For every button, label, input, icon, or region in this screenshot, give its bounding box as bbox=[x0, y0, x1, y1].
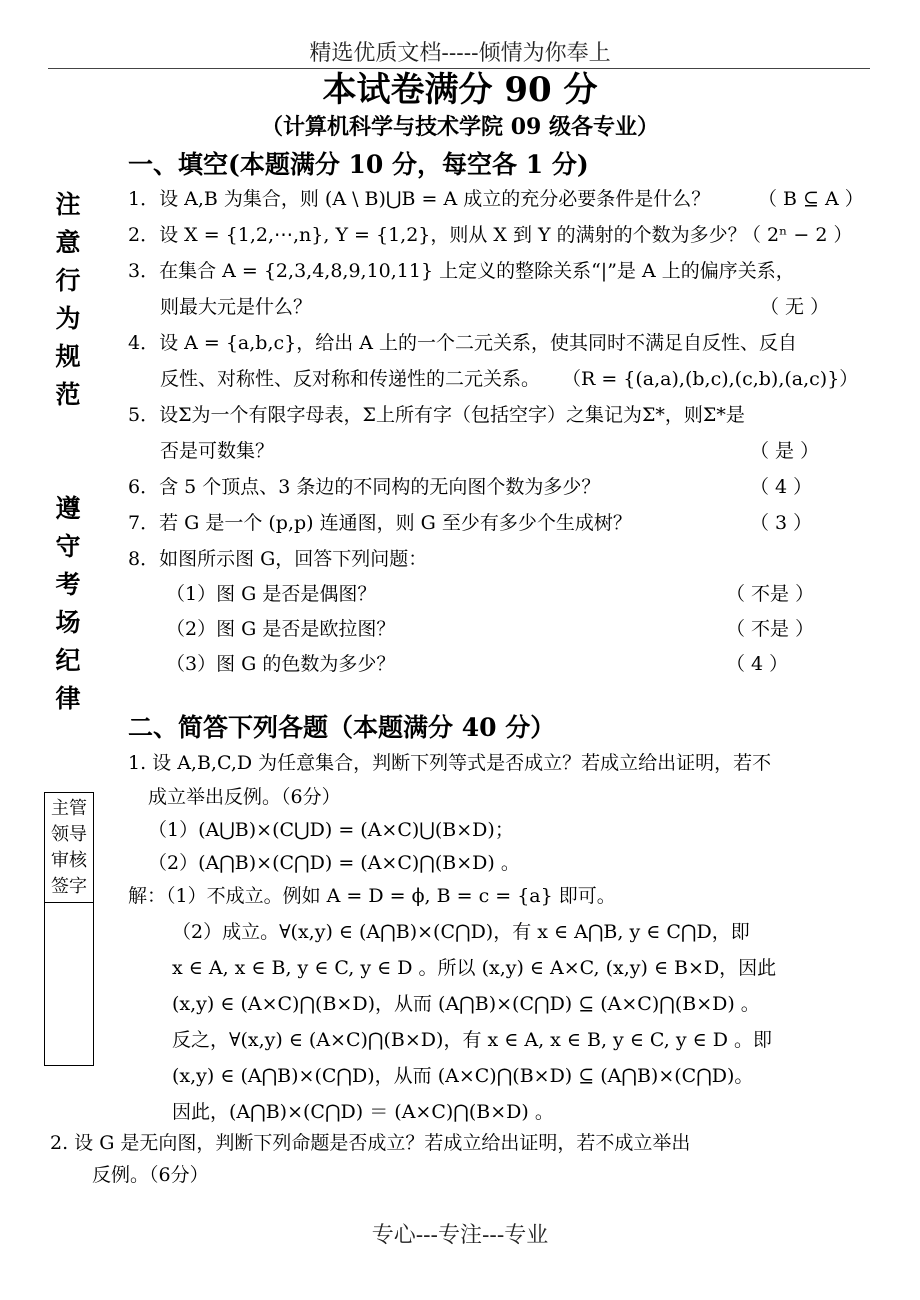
q8-1-answer: （ 不是 ） bbox=[726, 583, 815, 605]
q1-text: 1．设 A,B 为集合，则 (A \ B)⋃B = A 成立的充分必要条件是什么？ bbox=[128, 188, 711, 210]
page-footer: 专心---专注---专业 bbox=[371, 1223, 549, 1248]
solution-part2-line1: （2）成立。∀(x,y) ∈ (A⋂B)×(C⋂D)，有 x ∈ A⋂B, y ∈ C⋂D，即 bbox=[172, 921, 750, 943]
side-char: 注 bbox=[55, 190, 81, 219]
q5-text-line2: 否是可数集？ bbox=[160, 440, 275, 462]
q8-3-text: （3）图 G 的色数为多少？ bbox=[166, 653, 396, 675]
q8-2-text: （2）图 G 是否是欧拉图？ bbox=[166, 618, 396, 640]
q2-text: 2．设 X = {1,2,⋯,n}, Y = {1,2}，则从 X 到 Y 的满射的个数为多少？ bbox=[128, 224, 747, 246]
exam-title: 本试卷满分 90 分 bbox=[322, 70, 598, 110]
q3-text-line2: 则最大元是什么？ bbox=[160, 296, 313, 318]
section1-heading: 一、填空(本题满分 10 分，每空各 1 分) bbox=[128, 150, 589, 179]
q4-text-line1: 4．设 A = {a,b,c}，给出 A 上的一个二元关系，使其同时不满足自反性、反自 bbox=[128, 332, 798, 354]
q1-answer: （ B ⊆ A ） bbox=[758, 188, 864, 210]
side-char: 为 bbox=[55, 304, 81, 333]
q8-1-text: （1）图 G 是否是偶图？ bbox=[166, 583, 377, 605]
side-char: 纪 bbox=[55, 646, 81, 675]
q6-answer: （ 4 ） bbox=[750, 476, 813, 498]
q4-text-line2: 反性、对称性、反对称和传递性的二元关系。 bbox=[160, 368, 541, 390]
q7-answer: （ 3 ） bbox=[750, 512, 813, 534]
side-char: 规 bbox=[55, 342, 81, 371]
signature-box bbox=[44, 792, 94, 1066]
side-char: 遵 bbox=[55, 494, 81, 523]
side-char: 守 bbox=[55, 532, 81, 561]
solution-part2-line2: x ∈ A, x ∈ B, y ∈ C, y ∈ D 。所以 (x,y) ∈ A×C, (x,y) ∈ B×D，因此 bbox=[172, 957, 777, 979]
side-char: 意 bbox=[55, 228, 81, 257]
q5-text-line1: 5．设Σ为一个有限字母表，Σ上所有字（包括空字）之集记为Σ*，则Σ*是 bbox=[128, 404, 745, 426]
side-char: 考 bbox=[55, 570, 81, 599]
solution-part2-line3: (x,y) ∈ (A×C)⋂(B×D)，从而 (A⋂B)×(C⋂D) ⊆ (A×C)⋂(B×D) 。 bbox=[172, 993, 760, 1015]
section2-heading: 二、简答下列各题（本题满分 40 分） bbox=[128, 713, 556, 742]
p1-equation-2: （2）(A⋂B)×(C⋂D) = (A×C)⋂(B×D) 。 bbox=[148, 852, 520, 874]
p1-text-line1: 1. 设 A,B,C,D 为任意集合，判断下列等式是否成立？若成立给出证明，若不 bbox=[128, 752, 772, 774]
signature-box-label: 主管领导审核签字 bbox=[45, 793, 93, 903]
exam-subtitle: （计算机科学与技术学院 09 级各专业） bbox=[261, 114, 659, 140]
q8-3-answer: （ 4 ） bbox=[726, 653, 789, 675]
page-header: 精选优质文档-----倾情为你奉上 bbox=[309, 41, 611, 66]
p1-text-line2: 成立举出反例。（6分） bbox=[148, 786, 341, 808]
p1-equation-1: （1）(A⋃B)×(C⋃D) = (A×C)⋃(B×D)； bbox=[148, 819, 514, 841]
q7-text: 7．若 G 是一个 (p,p) 连通图，则 G 至少有多少个生成树？ bbox=[128, 512, 632, 534]
side-char: 行 bbox=[55, 266, 81, 295]
side-char: 律 bbox=[55, 684, 81, 713]
q8-2-answer: （ 不是 ） bbox=[726, 618, 815, 640]
solution-part2-line6: 因此，(A⋂B)×(C⋂D) ＝ (A×C)⋂(B×D) 。 bbox=[172, 1101, 554, 1123]
solution-part2-line5: (x,y) ∈ (A⋂B)×(C⋂D)，从而 (A×C)⋂(B×D) ⊆ (A⋂B)×(C⋂D)。 bbox=[172, 1065, 754, 1087]
p2-text-line2: 反例。（6分） bbox=[92, 1164, 209, 1186]
q5-answer: （ 是 ） bbox=[750, 440, 820, 462]
q3-answer: （ 无 ） bbox=[760, 296, 830, 318]
p2-text-line1: 2. 设 G 是无向图，判断下列命题是否成立？若成立给出证明，若不成立举出 bbox=[50, 1132, 691, 1154]
q2-answer: （ 2ⁿ − 2 ） bbox=[742, 224, 853, 246]
q4-answer: （R = {(a,a),(b,c),(c,b),(a,c)}） bbox=[562, 368, 859, 390]
side-notice-bottom bbox=[52, 490, 84, 718]
q3-text-line1: 3．在集合 A = {2,3,4,8,9,10,11} 上定义的整除关系“|”是 A 上的偏序关系， bbox=[128, 260, 795, 282]
q8-text: 8．如图所示图 G，回答下列问题： bbox=[128, 548, 428, 570]
solution-part2-line4: 反之，∀(x,y) ∈ (A×C)⋂(B×D)，有 x ∈ A, x ∈ B, y ∈ C, y ∈ D 。即 bbox=[172, 1029, 773, 1051]
side-char: 场 bbox=[55, 608, 81, 637]
side-char: 范 bbox=[55, 380, 81, 409]
solution-part1: 解：（1）不成立。例如 A = D = ϕ, B = c = {a} 即可。 bbox=[128, 885, 616, 907]
side-notice-top bbox=[52, 186, 84, 414]
q6-text: 6．含 5 个顶点、3 条边的不同构的无向图个数为多少？ bbox=[128, 476, 601, 498]
